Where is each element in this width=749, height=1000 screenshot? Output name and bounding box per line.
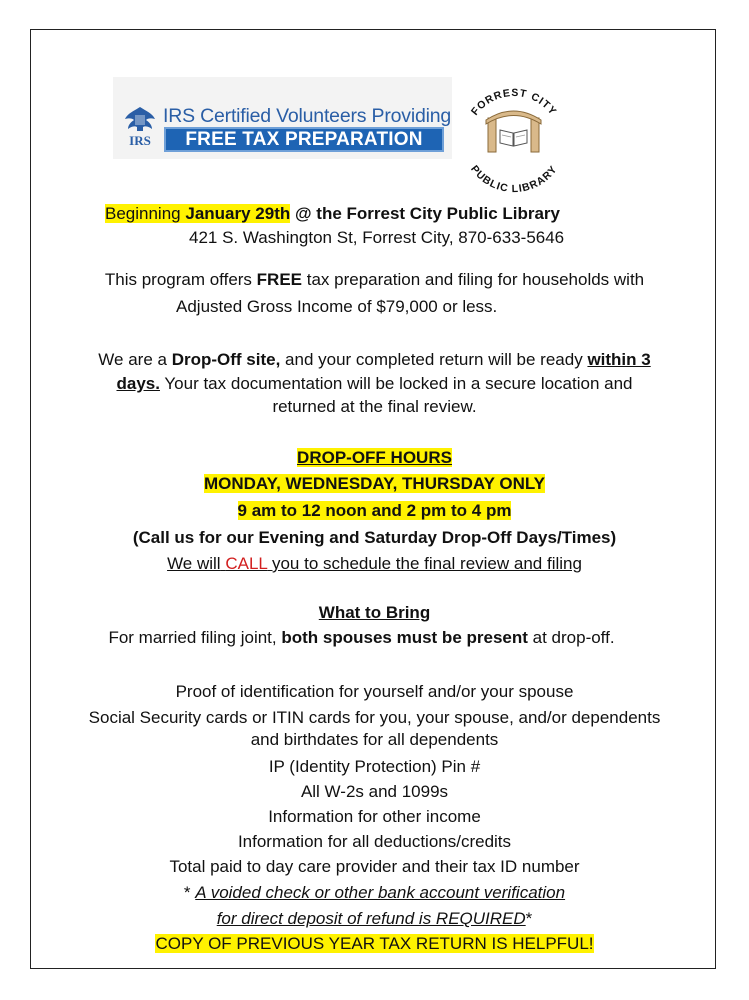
address: 421 S. Washington St, Forrest City, 870-633-5646 — [189, 228, 565, 247]
library-logo-top-text: FORREST CITY — [468, 86, 560, 118]
library-arch-icon — [486, 111, 541, 152]
svg-text:PUBLIC LIBRARY — [468, 163, 560, 195]
call-schedule-line: We will CALL you to schedule the final review and filing — [167, 554, 582, 573]
start-date: January 29th — [185, 204, 291, 223]
dropoff-info-line2: days. Your tax documentation will be locked in a secure location and — [116, 374, 633, 393]
list-item: Information for other income — [268, 807, 481, 826]
call-word: CALL — [225, 554, 268, 573]
location-name: @ the Forrest City Public Library — [294, 204, 561, 223]
irs-banner-line1: IRS Certified Volunteers Providing — [163, 105, 452, 127]
irs-banner-line2: FREE TAX PREPARATION — [164, 127, 444, 152]
voided-check-line2: for direct deposit of refund is REQUIRED* — [216, 909, 533, 928]
library-logo — [456, 80, 571, 195]
dropoff-info-line3: returned at the final review. — [272, 397, 477, 416]
call-note: (Call us for our Evening and Saturday Drop-Off Days/Times) — [132, 528, 617, 547]
list-item: Proof of identification for yourself and/or your spouse — [175, 682, 574, 701]
voided-check-line1: * A voided check or other bank account verification — [183, 883, 566, 902]
irs-banner — [113, 77, 452, 159]
program-line1: This program offers FREE tax preparation and filing for households with — [104, 270, 645, 289]
program-line2: Adjusted Gross Income of $79,000 or less. — [176, 297, 498, 316]
dropoff-info-line1: We are a Drop-Off site, and your completed return will be ready within 3 — [98, 350, 651, 369]
married-filing-line: For married filing joint, both spouses must be present at drop-off. — [108, 628, 615, 647]
what-to-bring-heading: What to Bring — [318, 603, 431, 622]
list-item: Social Security cards or ITIN cards for you, your spouse, and/or dependents — [88, 708, 661, 727]
list-item: IP (Identity Protection) Pin # — [268, 757, 481, 776]
hours-days: MONDAY, WEDNESDAY, THURSDAY ONLY — [203, 474, 546, 493]
beginning-line — [105, 204, 560, 224]
beginning-label: Beginning — [105, 204, 181, 223]
hours-times: 9 am to 12 noon and 2 pm to 4 pm — [237, 501, 512, 520]
list-item: and birthdates for all dependents — [250, 730, 499, 749]
irs-logo-text: IRS — [129, 133, 151, 147]
library-logo-bottom-text: PUBLIC LIBRARY — [468, 163, 560, 195]
list-item: Total paid to day care provider and their tax ID number — [169, 857, 580, 876]
list-item: Information for all deductions/credits — [237, 832, 512, 851]
hours-heading: DROP-OFF HOURS — [297, 448, 452, 467]
copy-note: COPY OF PREVIOUS YEAR TAX RETURN IS HELPFUL! — [155, 934, 594, 953]
irs-eagle-logo — [122, 105, 158, 147]
page-border — [30, 29, 716, 969]
list-item: All W-2s and 1099s — [300, 782, 449, 801]
